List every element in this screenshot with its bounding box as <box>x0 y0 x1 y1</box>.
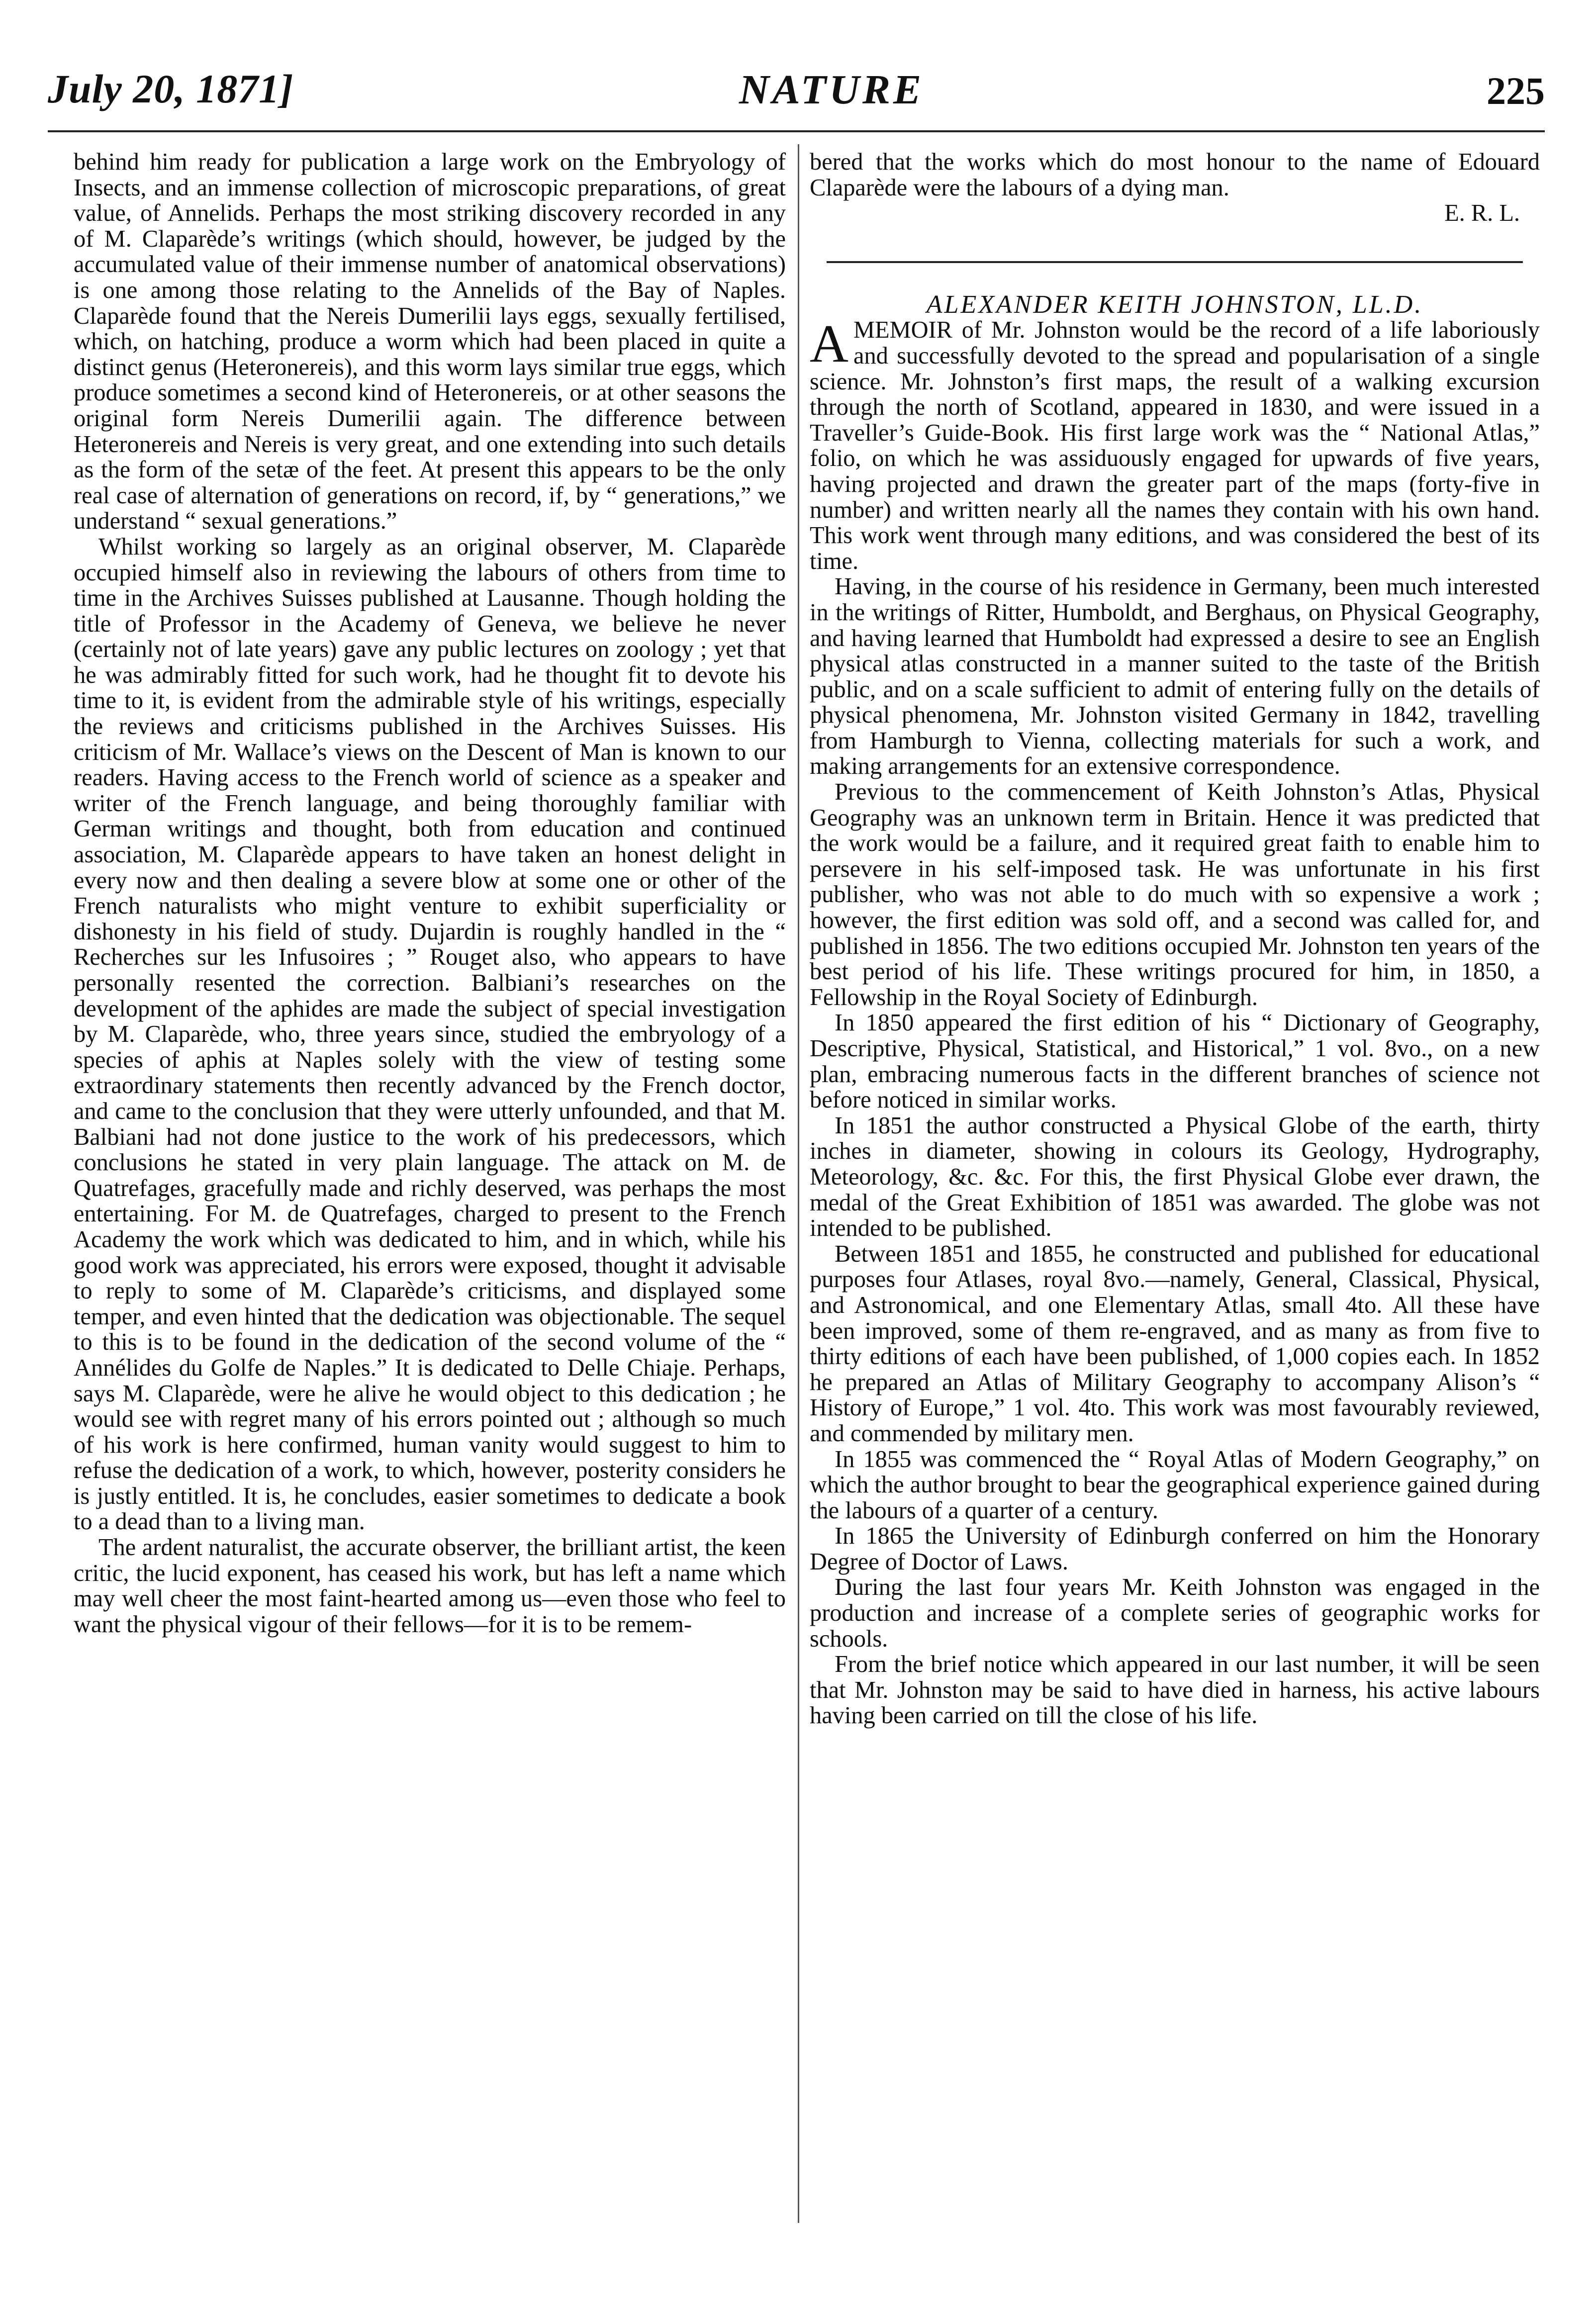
section-rule <box>827 261 1523 263</box>
right-paragraph-10: From the brief notice which appeared in our last number, it will be seen that Mr. Johnston may be said to have died in harness, his active labours having been carried on till the close of his life. <box>810 1651 1540 1729</box>
right-paragraph-3: Previous to the commencement of Keith Johnston’s Atlas, Physical Geography was an unknown term in Britain. Hence it was predicted that the work would be a failure, and it required great faith to enable him to persevere in his self-imposed task. He was unfortunate in his first publisher, who was not able to do much with so expensive a work ; however, the first edition was sold off, and a second was called for, and published in 1856. The two editions occupied Mr. Johnston ten years of the best period of his life. These writings procured for him, in 1850, a Fellowship in the Royal Society of Edinburgh. <box>810 779 1540 1011</box>
left-paragraph-1: behind him ready for publication a large work on the Embryology of Insects, and an immense collection of microscopic preparations, of great value, of Annelids. Perhaps the most striking discovery recorded in any of M. Claparède’s writings (which should, however, be judged by the accumulated value of their immense number of anatomical observations) is one among those relating to the Annelids of the Bay of Naples. Claparède found that the Nereis Dumerilii lays eggs, sexually fertilised, which, on hatching, produce a worm which had been placed in quite a distinct genus (Heteronereis), and this worm lays similar true eggs, which produce sometimes a second kind of Heteronereis, or at other seasons the original form Nereis Dumerilii again. The difference between Heteronereis and Nereis is very great, and one extending into such details as the form of the setæ of the feet. At present this appears to be the only real case of alternation of generations on record, if, by “ generations,” we understand “ sexual generations.” <box>74 149 786 535</box>
issue-date: July 20, 1871] <box>48 66 294 111</box>
header-rule <box>48 130 1545 132</box>
right-paragraph-6: Between 1851 and 1855, he constructed and published for educational purposes four Atlases, royal 8vo.—namely, General, Classical, Physical, and Astronomical, and one Elementary Atlas, small 4to. All these have been improved, some of them re-engraved, and as many as from five to thirty editions of each have been published, of 1,000 copies each. In 1852 he prepared an Atlas of Military Geography to accompany Alison’s “ History of Europe,” 1 vol. 4to. This work was most favourably reviewed, and commended by military men. <box>810 1240 1540 1447</box>
page-number: 225 <box>1487 69 1545 112</box>
right-paragraph-7: In 1855 was commenced the “ Royal Atlas of Modern Geography,” on which the author brought to bear the geographical experience gained during the labours of a quarter of a century. <box>810 1446 1540 1524</box>
right-paragraph-8: In 1865 the University of Edinburgh conferred on him the Honorary Degree of Doctor of Laws. <box>810 1523 1540 1575</box>
right-paragraph-2: Having, in the course of his residence in Germany, been much interested in the writings of Ritter, Humboldt, and Berghaus, on Physical Geography, and having learned that Humboldt had expressed a desire to see an English physical atlas constructed in a manner suited to the taste of the British public, and on a scale sufficient to admit of entering fully on the details of physical phenomena, Mr. Johnston visited Germany in 1842, travelling from Hamburgh to Vienna, collecting materials for such a work, and making arrangements for an extensive correspondence. <box>810 573 1540 780</box>
author-signature: E. R. L. <box>1444 200 1520 227</box>
journal-title: NATURE <box>739 67 925 113</box>
right-paragraph-1 <box>810 314 1540 574</box>
drop-cap: A <box>810 314 848 374</box>
left-paragraph-3: The ardent naturalist, the accurate observer, the brilliant artist, the keen critic, the lucid exponent, has ceased his work, but has left a name which may well cheer the most faint-hearted among us—even those who feel to want the physical vigour of their fellows—for it is to be remem- <box>74 1534 786 1638</box>
page-header <box>48 66 1545 120</box>
right-paragraph-4: In 1850 appeared the first edition of his “ Dictionary of Geography, Descriptive, Physical, Statistical, and Historical,” 1 vol. 8vo., on a new plan, embracing numerous facts in the different branches of science not before noticed in similar works. <box>810 1010 1540 1113</box>
right-column <box>810 149 1540 1729</box>
left-paragraph-2: Whilst working so largely as an original observer, M. Claparède occupied himself also in reviewing the labours of others from time to time in the Archives Suisses published at Lausanne. Though holding the title of Professor in the Academy of Geneva, we believe he never (certainly not of late years) gave any public lectures on zoology ; yet that he was admirably fitted for such work, had he thought fit to devote his time to it, is evident from the admirable style of his writings, especially the reviews and criticisms published in the Archives Suisses. His criticism of Mr. Wallace’s views on the Descent of Man is known to our readers. Having access to the French world of science as a speaker and writer of the French language, and being thoroughly familiar with German writings and thought, both from education and continued association, M. Claparède appears to have taken an honest delight in every now and then dealing a severe blow at some one or other of the French naturalists who might venture to exhibit superficiality or dishonesty in his field of study. Dujardin is roughly handled in the “ Recherches sur les Infusoires ; ” Rouget also, who appears to have personally resented the correction. Balbiani’s researches on the development of the aphides are made the subject of special investigation by M. Claparède, who, three years since, studied the embryology of a species of aphis at Naples solely with the view of testing some extraordinary statements then recently advanced by the French doctor, and came to the conclusion that they were utterly unfounded, and that M. Balbiani had not done justice to the work of his predecessors, which conclusions he stated in very plain language. The attack on M. de Quatrefages, gracefully made and richly deserved, was perhaps the most entertaining. For M. de Quatrefages, charged to present to the French Academy the work which was dedicated to him, and in which, while his good work was appreciated, his errors were exposed, thought it advisable to reply to some of M. Claparède’s criticisms, and displayed some temper, and even hinted that the dedication was objectionable. The sequel to this is to be found in the dedication of the second volume of the “ Annélides du Golfe de Naples.” It is dedicated to Delle Chiaje. Perhaps, says M. Claparède, were he alive he would object to this dedication ; he would see with regret many of his errors pointed out ; although so much of his work is here confirmed, human vanity would suggest to him to refuse the dedication of a work, to which, however, posterity considers he is justly entitled. It is, he concludes, easier sometimes to dedicate a book to a dead than to a living man. <box>74 533 786 1535</box>
column-divider <box>798 144 799 2223</box>
article-title: ALEXANDER KEITH JOHNSTON, LL.D. <box>926 290 1423 319</box>
obituary-continuation: bered that the works which do most honour to the name of Edouard Claparède were the labours of a dying man. <box>810 149 1540 201</box>
first-word: MEMOIR <box>853 317 952 344</box>
left-column <box>74 149 786 1637</box>
right-paragraph-9: During the last four years Mr. Keith Johnston was engaged in the production and increase of a complete series of geographic works for schools. <box>810 1574 1540 1652</box>
right-paragraph-5: In 1851 the author constructed a Physical Globe of the earth, thirty inches in diameter, showing in colours its Geology, Hydrography, Meteorology, &c. &c. For this, the first Physical Globe ever drawn, the medal of the Great Exhibition of 1851 was awarded. The globe was not intended to be published. <box>810 1112 1540 1242</box>
first-paragraph-text: of Mr. Johnston would be the record of a life laboriously and successfully devoted to the spread and popularisation of a single science. Mr. Johnston’s first maps, the result of a walking excursion through the north of Scotland, appeared in 1830, and were issued in a Traveller’s Guide-Book. His first large work was the “ National Atlas,” folio, on which he was assiduously engaged for upwards of five years, having projected and drawn the greater part of the maps (forty-five in number) and written nearly all the names they contain with his own hand. This work went through many editions, and was considered the best of its time. <box>810 317 1540 574</box>
